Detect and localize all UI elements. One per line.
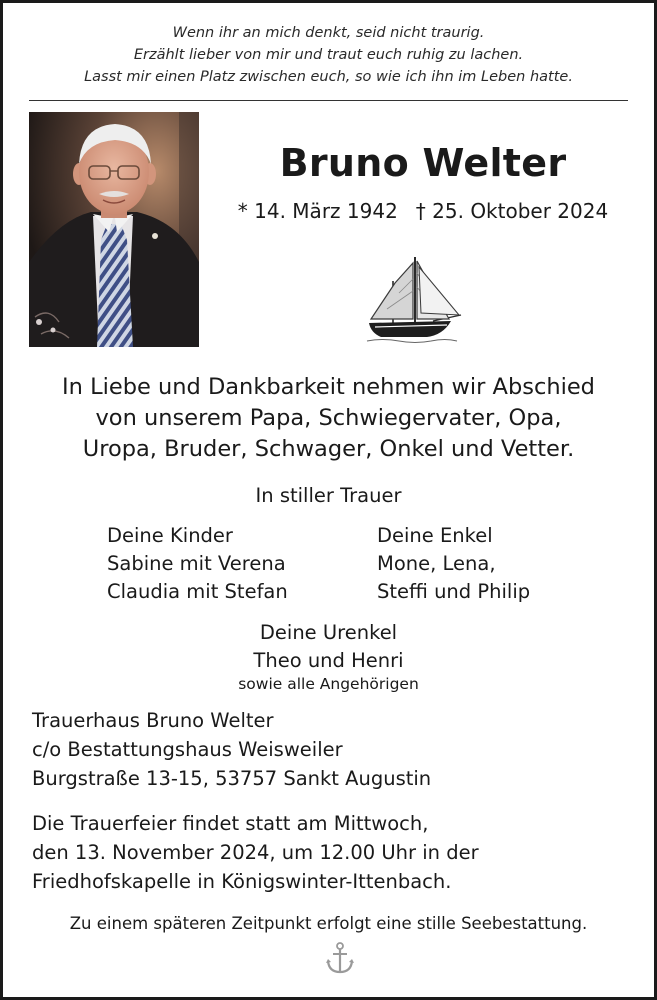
poem-line: Wenn ihr an mich denkt, seid nicht traurig. (172, 25, 485, 41)
poem-line: Lasst mir einen Platz zwischen euch, so wie ich ihn im Leben hatte. (84, 69, 573, 85)
great-grandchildren-heading: Deine Urenkel (259, 621, 398, 644)
children-heading: Deine Kinder (107, 524, 233, 547)
great-grandchildren-list (3, 619, 654, 675)
farewell-line: von unserem Papa, Schwiegervater, Opa, (95, 405, 562, 431)
mourner-entry: Steffi und Philip (377, 580, 531, 603)
poem-line: Erzählt lieber von mir und traut euch ruhig zu lachen. (133, 47, 524, 63)
farewell-line: Uropa, Bruder, Schwager, Onkel und Vetter. (82, 436, 575, 462)
mourner-entry: Claudia mit Stefan (107, 580, 288, 603)
farewell-text (3, 372, 654, 465)
anchor-icon (325, 941, 355, 979)
grandchildren-heading: Deine Enkel (377, 524, 493, 547)
children-list (107, 522, 288, 606)
portrait-photo (29, 112, 199, 347)
mourner-entry: Mone, Lena, (377, 552, 496, 575)
deceased-name: Bruno Welter (279, 141, 567, 185)
ceremony-line: Friedhofskapelle in Königswinter-Ittenbach. (32, 870, 452, 893)
ceremony-info (32, 809, 479, 896)
mourner-entry: Theo und Henri (253, 649, 404, 672)
ceremony-line: Die Trauerfeier findet statt am Mittwoch, (32, 812, 429, 835)
mourner-entry: Sabine mit Verena (107, 552, 286, 575)
address-line: Burgstraße 13-15, 53757 Sankt Augustin (32, 767, 432, 790)
life-dates (223, 199, 623, 223)
mourning-house-address (32, 706, 431, 793)
memorial-poem (3, 22, 654, 88)
ceremony-line: den 13. November 2024, um 12.00 Uhr in der (32, 841, 479, 864)
divider (29, 100, 628, 101)
sailing-ship-icon (363, 253, 463, 349)
mourners-heading: In stiller Trauer (255, 484, 402, 507)
address-line: Trauerhaus Bruno Welter (32, 709, 274, 732)
other-relatives: sowie alle Angehörigen (238, 675, 419, 693)
portrait-illustration (29, 112, 199, 347)
death-date: † 25. Oktober 2024 (415, 199, 609, 223)
address-line: c/o Bestattungshaus Weisweiler (32, 738, 343, 761)
birth-date: * 14. März 1942 (237, 199, 398, 223)
farewell-line: In Liebe und Dankbarkeit nehmen wir Abschied (62, 374, 595, 400)
sea-burial-note: Zu einem späteren Zeitpunkt erfolgt eine stille Seebestattung. (69, 914, 588, 933)
grandchildren-list (377, 522, 530, 606)
